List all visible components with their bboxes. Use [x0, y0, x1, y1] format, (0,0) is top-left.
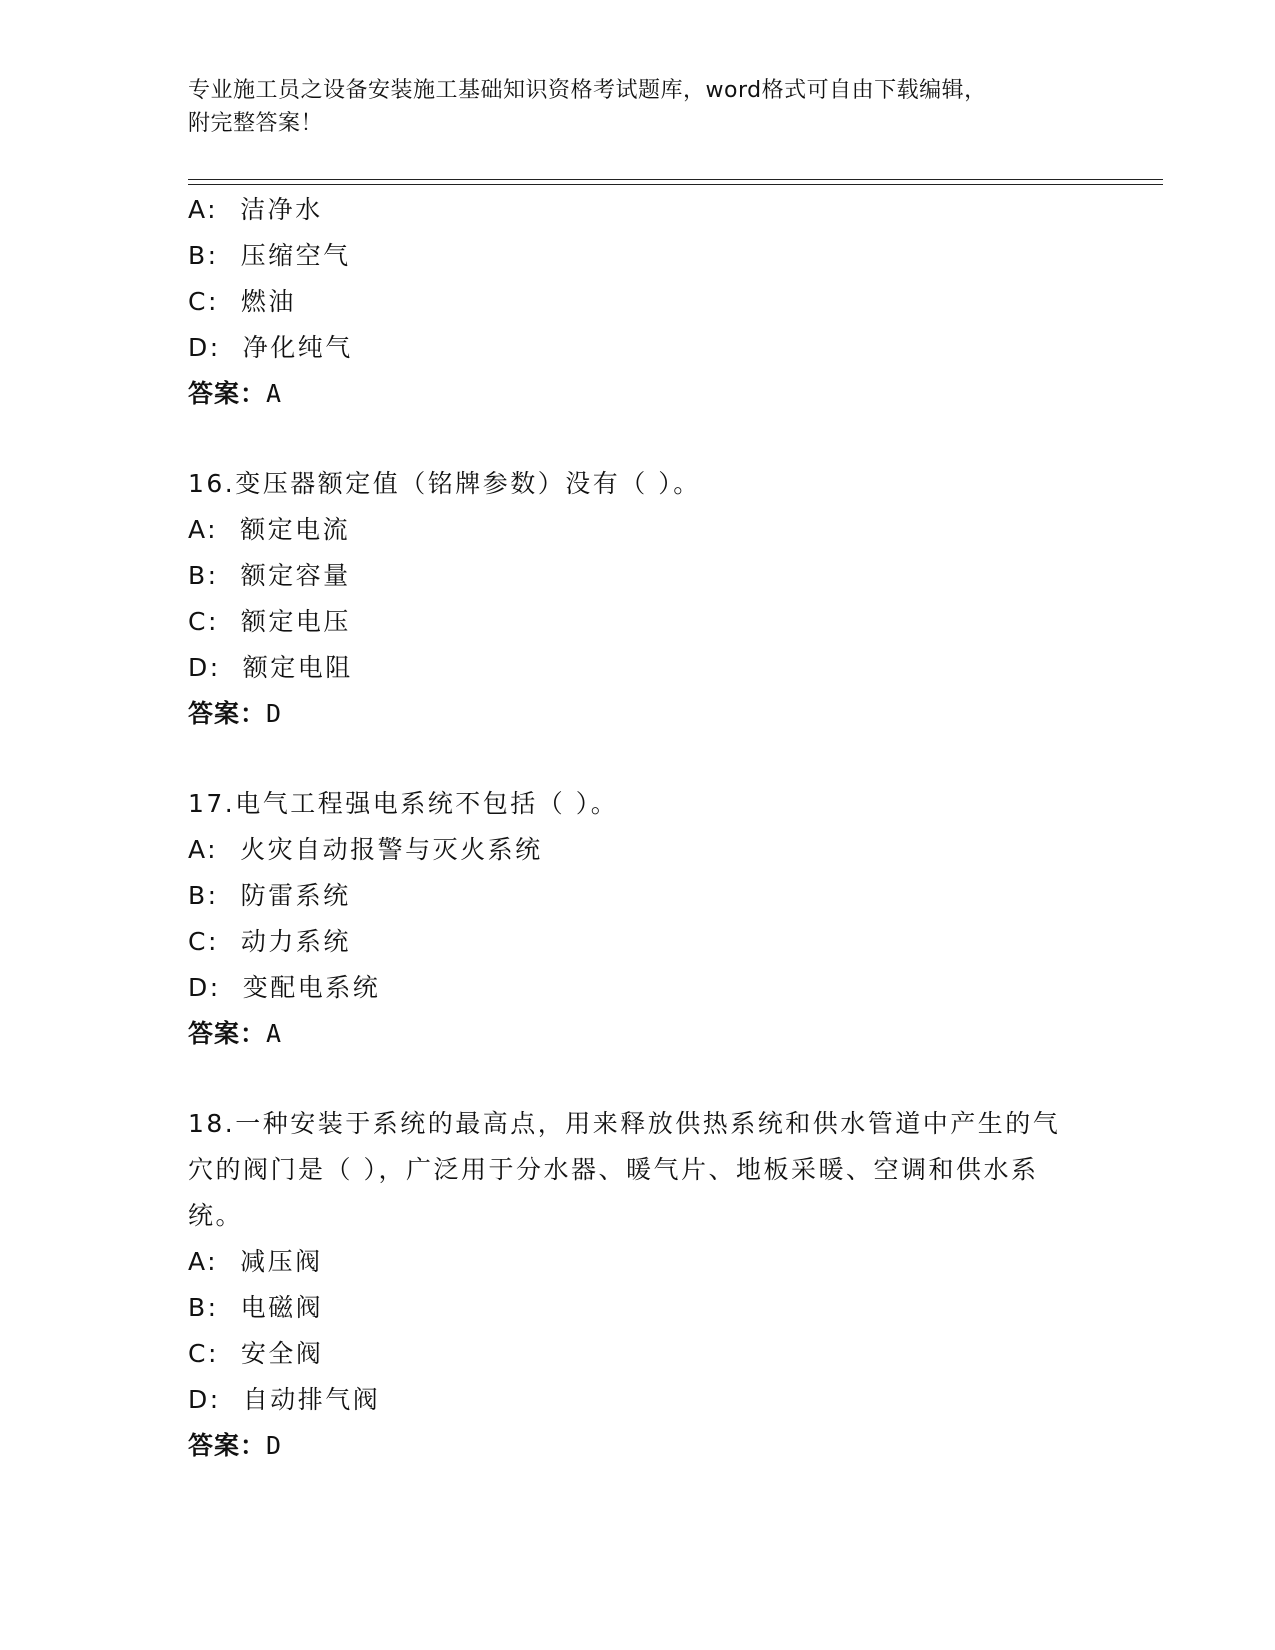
- option-c: C: 燃油: [188, 287, 296, 316]
- answer-line: 答案：A: [188, 1019, 283, 1048]
- option-b: B: 防雷系统: [188, 881, 351, 910]
- question-18: [188, 1101, 1088, 1469]
- question-stem: 18.一种安装于系统的最高点，用来释放供热系统和供水管道中产生的气穴的阀门是（ ），广泛用于分水器、暖气片、地板采暖、空调和供水系统。: [188, 1109, 1061, 1230]
- header-divider-bottom: [188, 184, 1163, 185]
- option-b: B: 电磁阀: [188, 1293, 324, 1322]
- option-d: D: 额定电阻: [188, 653, 353, 682]
- option-d: D: 自动排气阀: [188, 1385, 381, 1414]
- question-stem: 17.电气工程强电系统不包括（ ）。: [188, 789, 619, 818]
- answer-line: 答案：D: [188, 1431, 283, 1460]
- question-15-continuation: [188, 187, 1088, 417]
- option-b: B: 额定容量: [188, 561, 351, 590]
- option-a: A: 额定电流: [188, 515, 351, 544]
- answer-line: 答案：A: [188, 379, 283, 408]
- option-a: A: 洁净水: [188, 195, 323, 224]
- option-c: C: 动力系统: [188, 927, 351, 956]
- header-line-2: 附完整答案！: [188, 111, 324, 136]
- option-d: D: 净化纯气: [188, 333, 353, 362]
- header-divider-top: [188, 179, 1163, 180]
- question-17: [188, 781, 1088, 1057]
- option-c: C: 安全阀: [188, 1339, 324, 1368]
- question-16: [188, 461, 1088, 737]
- answer-line: 答案：D: [188, 699, 283, 728]
- question-list: [188, 187, 1088, 1469]
- option-a: A: 减压阀: [188, 1247, 323, 1276]
- option-b: B: 压缩空气: [188, 241, 351, 270]
- document-header: [188, 74, 1088, 140]
- option-c: C: 额定电压: [188, 607, 351, 636]
- header-line-1: 专业施工员之设备安装施工基础知识资格考试题库，word格式可自由下载编辑，: [188, 78, 987, 103]
- option-d: D: 变配电系统: [188, 973, 381, 1002]
- option-a: A: 火灾自动报警与灭火系统: [188, 835, 543, 864]
- question-stem: 16.变压器额定值（铭牌参数）没有（ ）。: [188, 469, 701, 498]
